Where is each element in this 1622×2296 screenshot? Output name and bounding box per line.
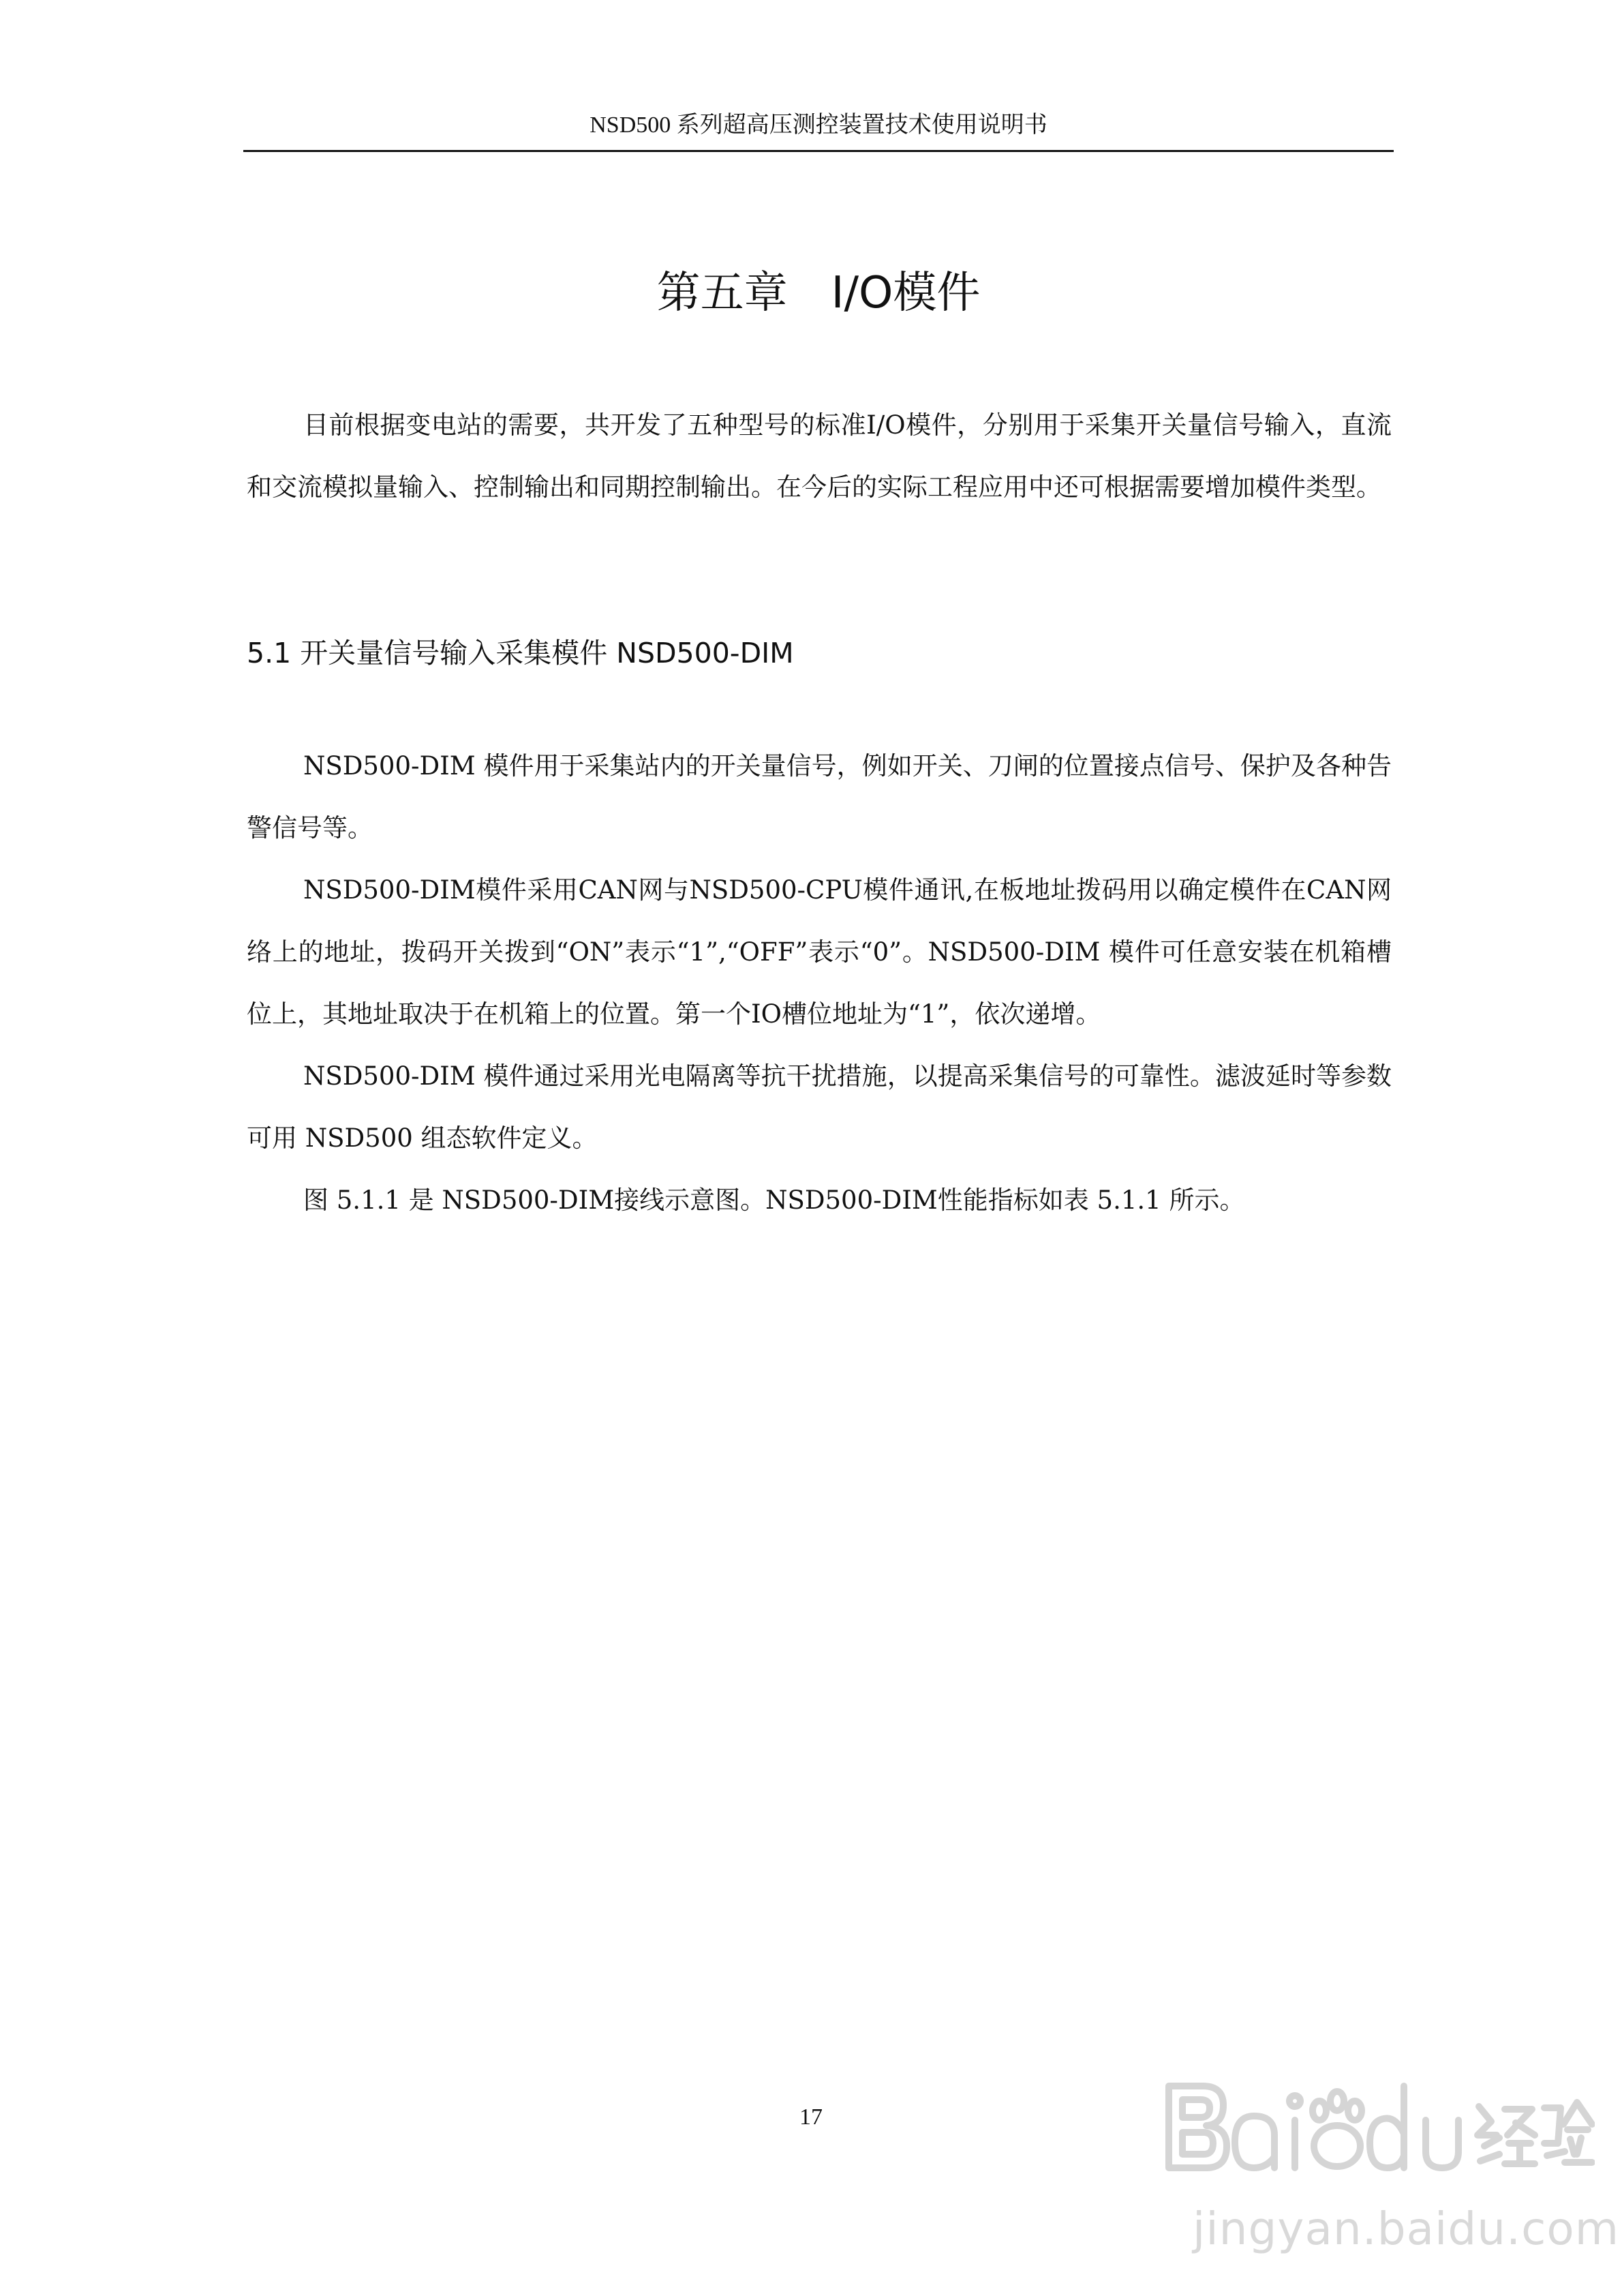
intro-paragraph: 目前根据变电站的需要，共开发了五种型号的标准I/O模件，分别用于采集开关量信号输入，直流和交流模拟量输入、控制输出和同期控制输出。在今后的实际工程应用中还可根据需要增加模件类型。 — [247, 410, 1392, 502]
header-rule — [243, 150, 1394, 152]
watermark-url: jingyan.baidu.com — [1193, 2203, 1620, 2255]
body-paragraph: 图 5.1.1 是 NSD500-DIM接线示意图。NSD500-DIM性能指标如表 5.1.1 所示。 — [303, 1185, 1245, 1215]
page-header: NSD500 系列超高压测控装置技术使用说明书 — [590, 112, 1047, 138]
body-paragraph: NSD500-DIM模件采用CAN网与NSD500-CPU模件通讯,在板地址拨码用以确定模件在CAN网络上的地址，拨码开关拨到“ON”表示“1”,“OFF”表示“0”。NSD500-DIM 模件可任意安装在机箱槽位上，其地址取决于在机箱上的位置。第一个IO槽位地址为“1”，依次递增。 — [247, 875, 1392, 1029]
section-title: 5.1 开关量信号输入采集模件 NSD500-DIM — [247, 637, 794, 669]
body-paragraph: NSD500-DIM 模件用于采集站内的开关量信号，例如开关、刀闸的位置接点信号、保护及各种告警信号等。 — [247, 751, 1392, 843]
body-paragraph: NSD500-DIM 模件通过采用光电隔离等抗干扰措施，以提高采集信号的可靠性。滤波延时等参数可用 NSD500 组态软件定义。 — [247, 1061, 1392, 1153]
baidu-jingyan-logo — [1159, 2059, 1595, 2195]
chapter-title: 第五章 I/O模件 — [656, 268, 981, 318]
page-number: 17 — [799, 2104, 823, 2130]
watermark — [1159, 2045, 1620, 2270]
